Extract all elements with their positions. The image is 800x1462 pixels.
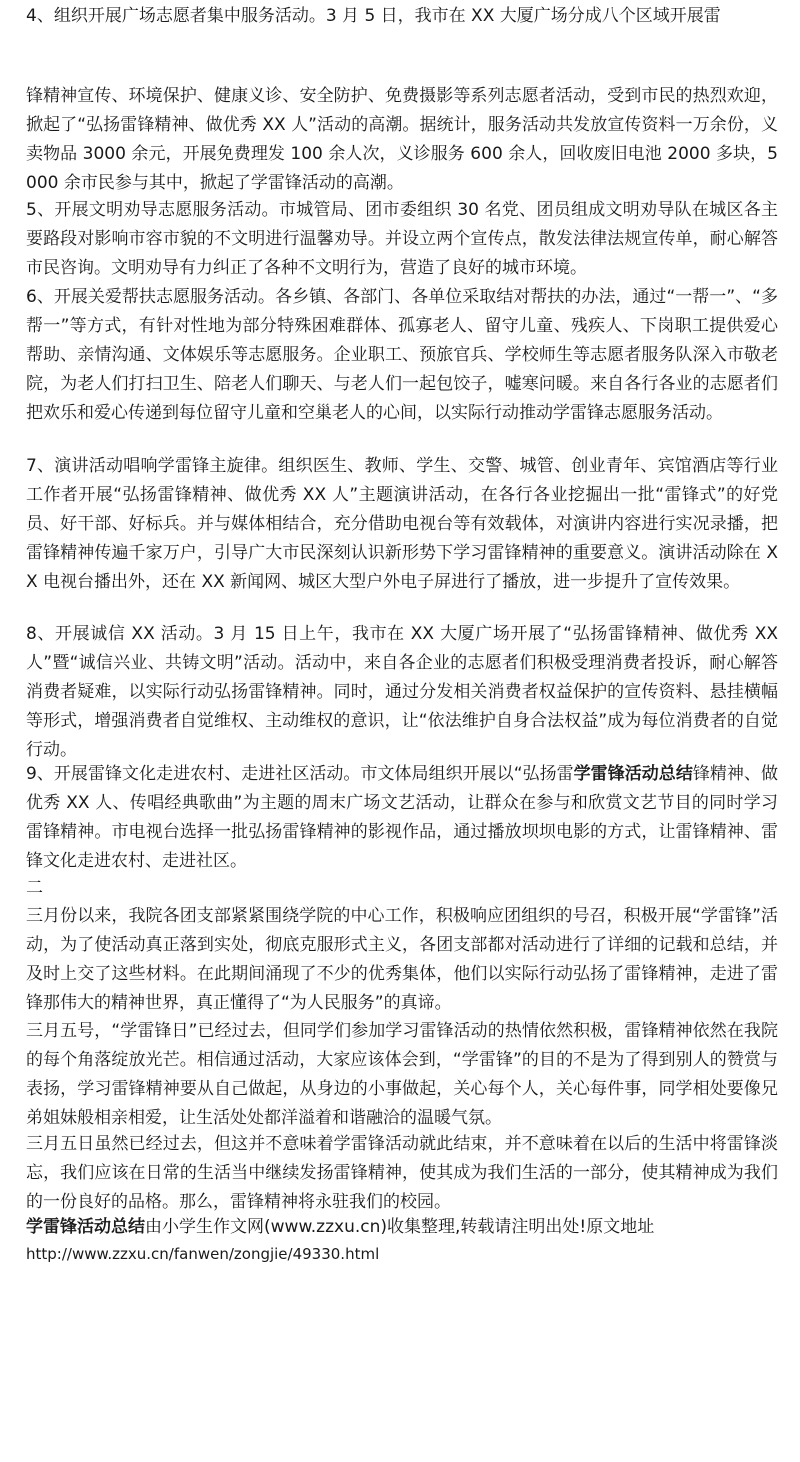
section-two-paragraph-2: 三月五号，“学雷锋日”已经过去，但同学们参加学习雷锋活动的热情依然积极，雷锋精神依然在我院的每个角落绽放光芒。相信通过活动，大家应该体会到，“学雷锋”的目的不是为了得到别人的赞赏与表扬，学习雷锋精神要从自己做起，从身边的小事做起，关心每个人，关心每件事，同学相处要像兄弟姐妹般相亲相爱，让生活处处都洋溢着和谐融洽的温暖气氛。 bbox=[26, 1021, 778, 1128]
paragraph-9-end: 锋精神、做优秀 XX 人、传唱经典歌曲”为主题的周末广场文艺活动，让群众在参与和欣赏文艺节目的同时学习雷锋精神。市电视台选择一批弘扬雷锋精神的影视作品，通过播放坝坝电影的方式，让雷锋精神、雷锋文化走进农村、走进社区。 bbox=[26, 764, 778, 871]
paragraph-9-inline-title: 学雷锋活动总结 bbox=[573, 764, 693, 784]
paragraph-9 bbox=[26, 760, 778, 876]
paragraph-4-continued: 锋精神宣传、环境保护、健康义诊、安全防护、免费摄影等系列志愿者活动，受到市民的热烈欢迎，掀起了“弘扬雷锋精神、做优秀 XX 人”活动的高潮。据统计，服务活动共发放宣传资料一万余份，义卖物品 3000 余元，开展免费理发 100 余人次，义诊服务 600 余人，回收废旧电池 2000 多块，5000 余市民参与其中，掀起了学雷锋活动的高潮。 bbox=[26, 86, 778, 193]
footer-article-title: 学雷锋活动总结 bbox=[26, 1217, 145, 1237]
section-two-paragraph-1: 三月份以来，我院各团支部紧紧围绕学院的中心工作，积极响应团组织的号召，积极开展“学雷锋”活动，为了使活动真正落到实处，彻底克服形式主义，各团支部都对活动进行了详细的记载和总结，并及时上交了这些材料。在此期间涌现了不少的优秀集体，他们以实际行动弘扬了雷锋精神，走进了雷锋那伟大的精神世界，真正懂得了“为人民服务”的真谛。 bbox=[26, 906, 778, 1013]
paragraph-6: 6、开展关爱帮扶志愿服务活动。各乡镇、各部门、各单位采取结对帮扶的办法，通过“一帮一”、“多帮一”等方式，有针对性地为部分特殊困难群体、孤寡老人、留守儿童、残疾人、下岗职工提供爱心帮助、亲情沟通、文体娱乐等志愿服务。企业职工、预旅官兵、学校师生等志愿者服务队深入市敬老院，为老人们打扫卫生、陪老人们聊天、与老人们一起包饺子，嘘寒问暖。来自各行各业的志愿者们把欢乐和爱心传递到每位留守儿童和空巢老人的心间，以实际行动推动学雷锋志愿服务活动。 bbox=[26, 287, 778, 423]
paragraph-9-start: 9、开展雷锋文化走进农村、走进社区活动。市文体局组织开展以“弘扬雷 bbox=[26, 764, 574, 784]
paragraph-8: 8、开展诚信 XX 活动。3 月 15 日上午，我市在 XX 大厦广场开展了“弘扬雷锋精神、做优秀 XX 人”暨“诚信兴业、共铸文明”活动。活动中，来自各企业的志愿者们积极受理消费者投诉，耐心解答消费者疑难，以实际行动弘扬雷锋精神。同时，通过分发相关消费者权益保护的宣传资料、悬挂横幅等形式，增强消费者自觉维权、主动维权的意识，让“依法维护自身合法权益”成为每位消费者的自觉行动。 bbox=[26, 624, 778, 760]
paragraph-5: 5、开展文明劝导志愿服务活动。市城管局、团市委组织 30 名党、团员组成文明劝导队在城区各主要路段对影响市容市貌的不文明进行温馨劝导。并设立两个宣传点，散发法律法规宣传单，耐心解答市民咨询。文明劝导有力纠正了各种不文明行为，营造了良好的城市环境。 bbox=[26, 200, 778, 278]
footer-source-text: 由小学生作文网(www.zzxu.cn)收集整理,转载请注明出处!原文地址 bbox=[145, 1217, 655, 1237]
section-two-heading: 二 bbox=[26, 878, 43, 898]
paragraph-4-first-line: 4、组织开展广场志愿者集中服务活动。3 月 5 日，我市在 XX 大厦广场分成八个区域开展雷 bbox=[26, 6, 721, 26]
section-two-paragraph-3: 三月五日虽然已经过去，但这并不意味着学雷锋活动就此结束，并不意味着在以后的生活中将雷锋淡忘，我们应该在日常的生活当中继续发扬雷锋精神，使其成为我们生活的一部分，使其精神成为我们的一份良好的品格。那么，雷锋精神将永驻我们的校园。 bbox=[26, 1134, 778, 1212]
paragraph-7: 7、演讲活动唱响学雷锋主旋律。组织医生、教师、学生、交警、城管、创业青年、宾馆酒店等行业工作者开展“弘扬雷锋精神、做优秀 XX 人”主题演讲活动，在各行各业挖掘出一批“雷锋式”的好党员、好干部、好标兵。并与媒体相结合，充分借助电视台等有效载体，对演讲内容进行实况录播，把雷锋精神传遍千家万户，引导广大市民深刻认识新形势下学习雷锋精神的重要意义。演讲活动除在 XX 电视台播出外，还在 XX 新闻网、城区大型户外电子屏进行了播放，进一步提升了宣传效果。 bbox=[26, 456, 778, 592]
footer-original-url[interactable]: http://www.zzxu.cn/fanwen/zongjie/49330.html bbox=[26, 1245, 380, 1263]
footer-source-line bbox=[26, 1213, 778, 1242]
